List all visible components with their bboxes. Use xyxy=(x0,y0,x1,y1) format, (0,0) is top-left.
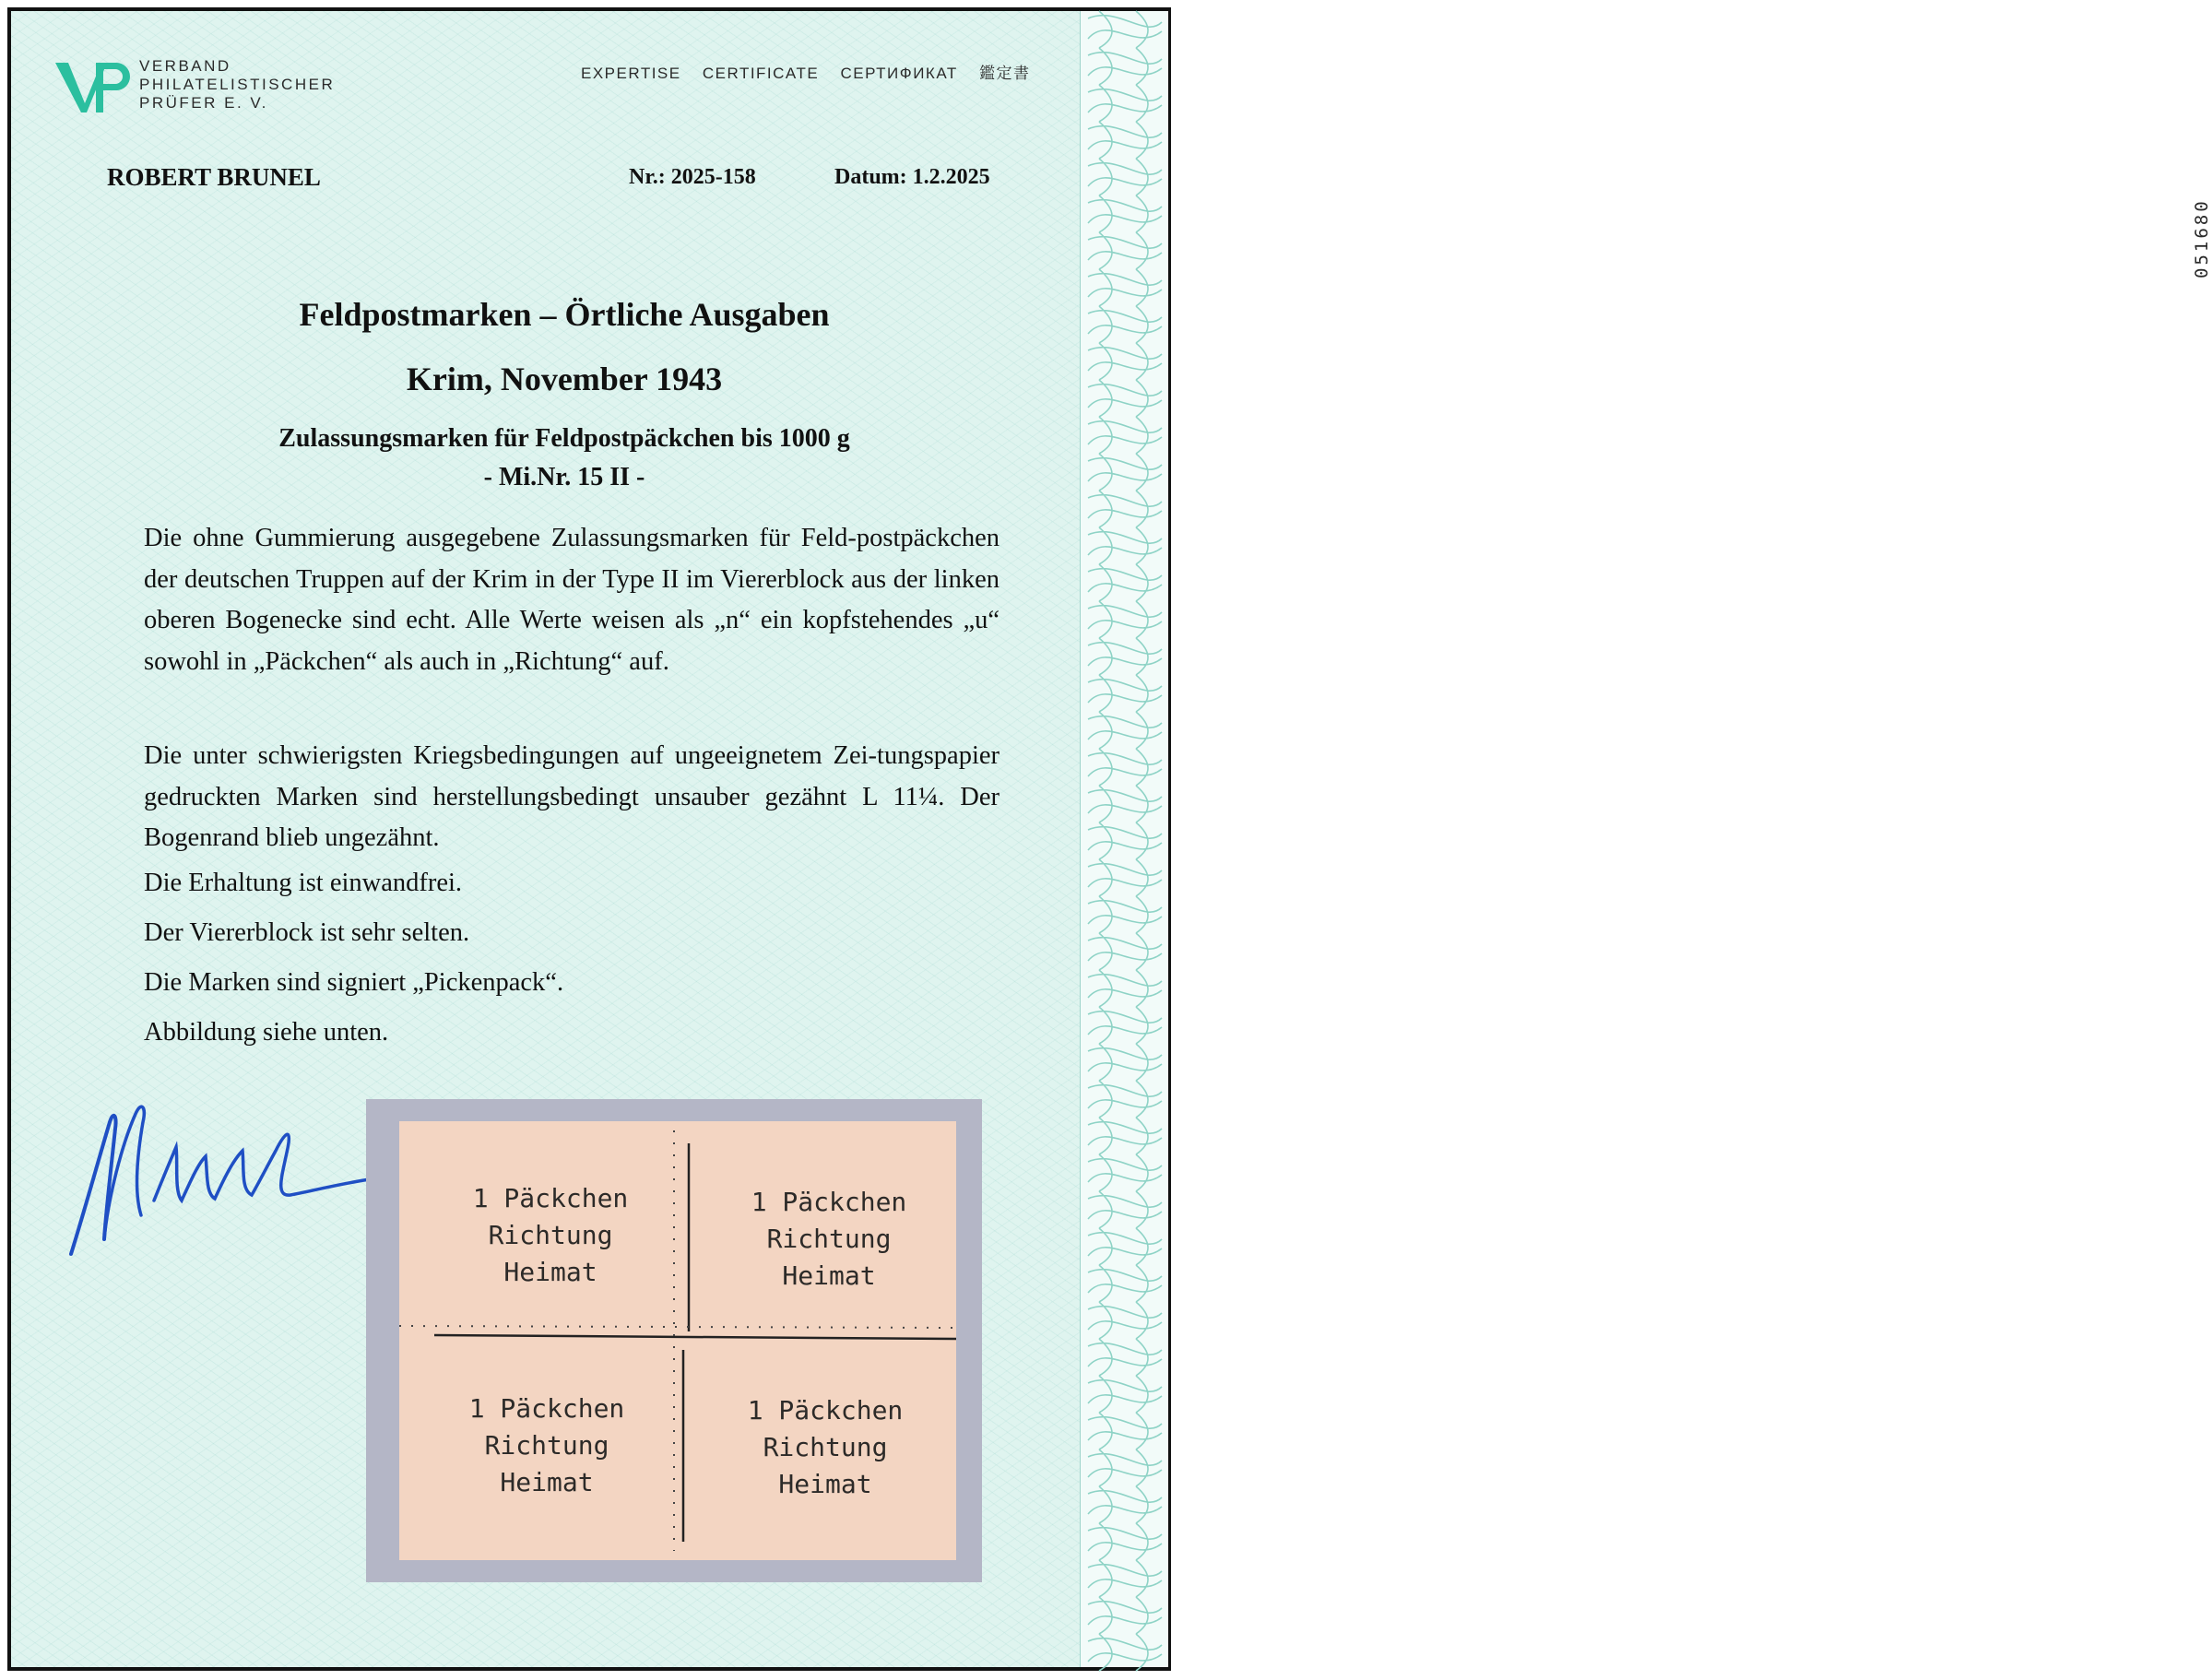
guilloche-loop xyxy=(1088,786,1162,822)
title-line-4: - Mi.Nr. 15 II - xyxy=(483,463,645,491)
guilloche-loop xyxy=(1088,1486,1162,1523)
org-line: VERBAND xyxy=(139,57,231,75)
certificate-date: Datum: 1.2.2025 xyxy=(834,165,990,189)
guilloche-pattern-icon xyxy=(1081,11,1168,1667)
signed-text: Die Marken sind signiert „Pickenpack“. xyxy=(144,968,564,997)
guilloche-loop xyxy=(1088,1634,1162,1671)
guilloche-loop xyxy=(1088,1523,1162,1560)
stamp-text-line: Richtung xyxy=(488,1220,613,1250)
stamp-text-line: 1 Päckchen xyxy=(472,1183,629,1213)
stamp-text-line: 1 Päckchen xyxy=(468,1393,625,1424)
guilloche-loop xyxy=(1088,933,1162,970)
description-paragraph: Die ohne Gummierung ausgegebene Zulassungsmarken für Feld-postpäckchen der deutschen Truppen auf der Krim in der Type II im Viererblock aus der linken oberen Bogenecke sind echt. Alle Werte weisen als „n“ ein kopfstehendes „u“ sowohl in „Päckchen“ als auch in „Richtung“ auf. xyxy=(144,524,1000,676)
condition-text: Die Erhaltung ist einwandfrei. xyxy=(144,869,463,897)
doc-type-sertifikat: СЕРТИФИКАТ xyxy=(840,65,958,82)
guilloche-loop xyxy=(1088,159,1162,195)
guilloche-loop xyxy=(1088,1081,1162,1118)
title-line-3: Zulassungsmarken für Feldpostpäckchen bis 1000 g xyxy=(278,424,850,453)
guilloche-loop xyxy=(1088,859,1162,896)
guilloche-loop xyxy=(1088,85,1162,122)
stamp-text-line: Heimat xyxy=(778,1469,872,1499)
guilloche-loop xyxy=(1088,1228,1162,1265)
guilloche-loop xyxy=(1088,1118,1162,1154)
title-line-1: Feldpostmarken – Örtliche Ausgaben xyxy=(299,296,830,333)
guilloche-loop xyxy=(1088,564,1162,601)
guilloche-loop xyxy=(1088,1449,1162,1486)
security-border xyxy=(1080,11,2212,1667)
guilloche-loop xyxy=(1088,749,1162,786)
certificate-paper xyxy=(11,11,1080,1667)
stamp-bottom-right xyxy=(687,1392,964,1503)
stamp-bottom-left xyxy=(408,1390,685,1501)
guilloche-loop xyxy=(1088,11,1162,48)
doc-type-certificate: CERTIFICATE xyxy=(702,65,820,82)
certificate-frame xyxy=(7,7,2212,1671)
guilloche-loop xyxy=(1088,822,1162,859)
stamp-text-line: 1 Päckchen xyxy=(751,1187,907,1217)
stamp-block-of-four xyxy=(399,1121,956,1560)
guilloche-loop xyxy=(1088,417,1162,454)
stamp-top-left xyxy=(412,1180,689,1291)
stamp-text-line: Heimat xyxy=(503,1257,597,1287)
title-line-2: Krim, November 1943 xyxy=(406,361,723,397)
guilloche-loop xyxy=(1088,712,1162,749)
guilloche-loop xyxy=(1088,380,1162,417)
guilloche-loop xyxy=(1088,122,1162,159)
guilloche-loop xyxy=(1088,970,1162,1007)
guilloche-loop xyxy=(1088,1154,1162,1191)
guilloche-loop xyxy=(1088,1191,1162,1228)
org-line: PRÜFER E. V. xyxy=(139,94,268,112)
guilloche-loop xyxy=(1088,1413,1162,1449)
guilloche-loop xyxy=(1088,343,1162,380)
guilloche-loop xyxy=(1088,491,1162,527)
signature-icon xyxy=(62,1071,394,1265)
stamp-text-line: Heimat xyxy=(782,1260,876,1291)
stamp-top-right xyxy=(691,1184,967,1295)
stamp-text-line: Richtung xyxy=(766,1224,892,1254)
guilloche-loop xyxy=(1088,601,1162,638)
guilloche-loop xyxy=(1088,1265,1162,1302)
stamp-text-line: Heimat xyxy=(500,1467,594,1497)
guilloche-loop xyxy=(1088,454,1162,491)
guilloche-loop xyxy=(1088,1339,1162,1376)
stamp-text-line: Richtung xyxy=(763,1432,888,1462)
guilloche-loop xyxy=(1088,232,1162,269)
expert-name: ROBERT BRUNEL xyxy=(107,163,321,191)
guilloche-loop xyxy=(1088,638,1162,675)
org-line: PHILATELISTISCHER xyxy=(139,76,336,93)
doc-type-expertise: EXPERTISE xyxy=(581,65,681,82)
guilloche-loop xyxy=(1088,195,1162,232)
guilloche-loop xyxy=(1088,1560,1162,1597)
stamp-text-line: Richtung xyxy=(484,1430,609,1461)
document-types xyxy=(581,60,1046,83)
guilloche-loop xyxy=(1088,527,1162,564)
guilloche-loop xyxy=(1088,1597,1162,1634)
guilloche-loop xyxy=(1088,269,1162,306)
guilloche-loop xyxy=(1088,896,1162,933)
serial-number: 051680 xyxy=(2192,198,2212,278)
organization-name xyxy=(139,57,335,112)
vpp-logo-icon xyxy=(53,57,133,114)
guilloche-loop xyxy=(1088,306,1162,343)
printing-paragraph: Die unter schwierigsten Kriegsbedingungen auf ungeeignetem Zei-tungspapier gedruckten Marken sind herstellungsbedingt unsauber gezähnt L 11¼. Der Bogenrand blieb ungezähnt. xyxy=(144,741,1000,852)
doc-type-kanteisho: 鑑定書 xyxy=(978,65,1031,82)
rarity-text: Der Viererblock ist sehr selten. xyxy=(144,918,470,947)
certificate-number: Nr.: 2025-158 xyxy=(629,165,756,189)
guilloche-loop xyxy=(1088,1376,1162,1413)
guilloche-loop xyxy=(1088,675,1162,712)
illustration-text: Abbildung siehe unten. xyxy=(144,1018,389,1047)
guilloche-loop xyxy=(1088,48,1162,85)
guilloche-loop xyxy=(1088,1007,1162,1044)
guilloche-loop xyxy=(1088,1302,1162,1339)
stamp-text-line: 1 Päckchen xyxy=(747,1395,904,1426)
guilloche-loop xyxy=(1088,1044,1162,1081)
